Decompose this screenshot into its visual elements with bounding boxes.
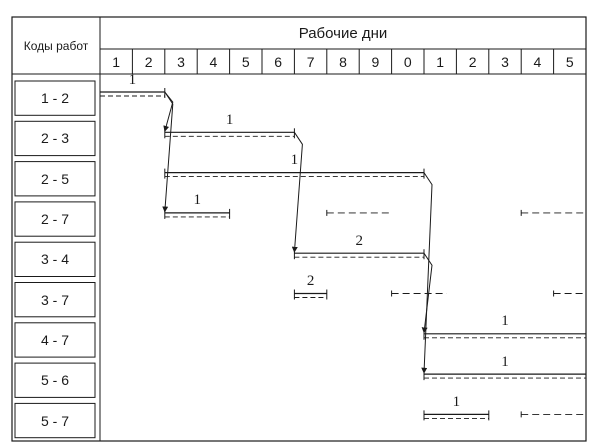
work-code: 5 - 6 bbox=[40, 372, 69, 389]
day-number: 8 bbox=[339, 53, 347, 70]
work-code: 1 - 2 bbox=[40, 90, 69, 107]
task-label: 1 bbox=[290, 152, 299, 169]
dependency-arrow bbox=[424, 253, 432, 333]
task-label: 1 bbox=[225, 111, 234, 128]
outer-frame bbox=[12, 17, 586, 441]
day-number: 7 bbox=[306, 53, 315, 70]
work-code: 3 - 4 bbox=[40, 251, 69, 268]
task-label: 1 bbox=[501, 313, 509, 330]
task-label: 1 bbox=[128, 71, 137, 88]
dependency-arrow bbox=[294, 132, 302, 252]
day-number: 3 bbox=[501, 53, 509, 70]
task-label: 2 bbox=[306, 273, 315, 289]
dependency-arrow bbox=[165, 92, 173, 212]
work-code: 3 - 7 bbox=[40, 291, 69, 308]
day-number: 5 bbox=[241, 53, 250, 70]
work-code: 2 - 5 bbox=[40, 170, 69, 187]
day-number: 2 bbox=[468, 53, 477, 70]
day-number: 6 bbox=[274, 53, 283, 70]
day-number: 3 bbox=[177, 53, 185, 70]
day-number: 5 bbox=[565, 53, 574, 70]
day-number: 1 bbox=[436, 53, 445, 70]
working-days-header: Рабочие дни bbox=[298, 24, 388, 42]
day-number: 0 bbox=[403, 53, 412, 70]
work-code: 2 - 3 bbox=[40, 130, 69, 147]
task-label: 1 bbox=[501, 353, 509, 370]
task-label: 1 bbox=[452, 393, 461, 410]
day-number: 1 bbox=[112, 53, 121, 70]
day-number: 4 bbox=[209, 53, 218, 70]
day-number: 2 bbox=[144, 53, 153, 70]
work-code: 4 - 7 bbox=[40, 331, 69, 348]
codes-column-header: Коды работ bbox=[23, 38, 89, 53]
work-code: 2 - 7 bbox=[40, 211, 69, 228]
task-label: 2 bbox=[355, 232, 363, 249]
day-number: 9 bbox=[371, 53, 380, 70]
day-number: 4 bbox=[533, 53, 542, 70]
work-code: 5 - 7 bbox=[40, 412, 69, 429]
task-label: 1 bbox=[193, 192, 201, 209]
